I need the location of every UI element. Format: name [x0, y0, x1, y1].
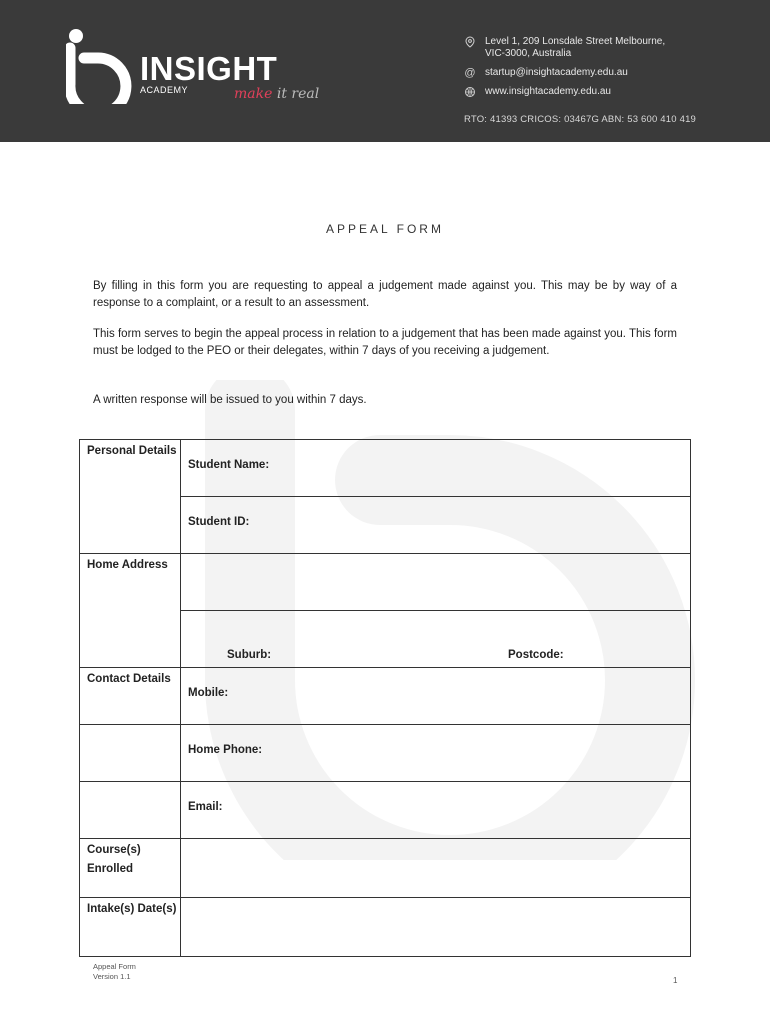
home-address-label: Home Address [80, 554, 181, 668]
courses-enrolled-field[interactable] [181, 839, 691, 898]
footer-version: Version 1.1 [93, 972, 131, 981]
contact-website[interactable]: www.insightacademy.edu.au [485, 86, 611, 97]
footer-doc-name: Appeal Form [93, 962, 136, 971]
address-line-1: Level 1, 209 Lonsdale Street Melbourne, [485, 36, 666, 47]
location-pin-icon [464, 36, 476, 48]
home-phone-field[interactable]: Home Phone: [181, 725, 691, 782]
table-row [80, 725, 691, 782]
table-row [80, 782, 691, 839]
postcode-label: Postcode: [508, 649, 564, 661]
letterhead-banner [0, 0, 770, 142]
brand-tagline [234, 86, 319, 102]
table-row [80, 668, 691, 725]
brand-subtitle: ACADEMY [140, 85, 189, 95]
brand-name: INSIGHT [140, 50, 278, 87]
address-line-2: VIC-3000, Australia [485, 48, 572, 59]
tagline-rest: it real [276, 86, 320, 102]
student-name-field[interactable]: Student Name: [181, 440, 691, 497]
email-field[interactable]: Email: [181, 782, 691, 839]
intake-dates-label: Intake(s) Date(s) [80, 898, 181, 957]
appeal-form-table [79, 439, 691, 957]
mobile-field[interactable]: Mobile: [181, 668, 691, 725]
intro-paragraph: By filling in this form you are requesting to appeal a judgement made against you. This may be by way of a response to a complaint, or a result to an assessment. [93, 280, 677, 309]
address-row [464, 36, 665, 60]
table-row [80, 440, 691, 497]
at-sign-icon: @ [464, 67, 476, 79]
table-row [80, 898, 691, 957]
page-number: 1 [673, 976, 678, 985]
student-id-field[interactable]: Student ID: [181, 497, 691, 554]
courses-enrolled-label: Course(s) Enrolled [80, 839, 181, 898]
suburb-label: Suburb: [227, 649, 272, 661]
globe-icon [464, 86, 476, 98]
suburb-postcode-row[interactable] [181, 611, 691, 668]
empty-label-cell [80, 725, 181, 782]
table-row [80, 554, 691, 611]
document-footer [93, 962, 136, 982]
website-row [464, 86, 665, 98]
contact-details-label: Contact Details [80, 668, 181, 725]
empty-label-cell [80, 782, 181, 839]
response-paragraph: A written response will be issued to you within 7 days. [93, 394, 367, 406]
page-title: APPEAL FORM [326, 222, 444, 236]
registration-numbers: RTO: 41393 CRICOS: 03467G ABN: 53 600 410 419 [464, 114, 697, 125]
tagline-make: make [234, 86, 273, 102]
contact-block [464, 36, 665, 105]
process-paragraph: This form serves to begin the appeal process in relation to a judgement that has been made against you. This form must be lodged to the PEO or their delegates, within 7 days of you receiving a judgement. [93, 328, 677, 357]
contact-email[interactable]: startup@insightacademy.edu.au [485, 67, 628, 78]
personal-details-label: Personal Details [80, 440, 181, 554]
home-address-field[interactable] [181, 554, 691, 611]
insight-logo-icon [66, 28, 134, 104]
table-row [80, 839, 691, 898]
email-row [464, 67, 665, 79]
intake-dates-field[interactable] [181, 898, 691, 957]
